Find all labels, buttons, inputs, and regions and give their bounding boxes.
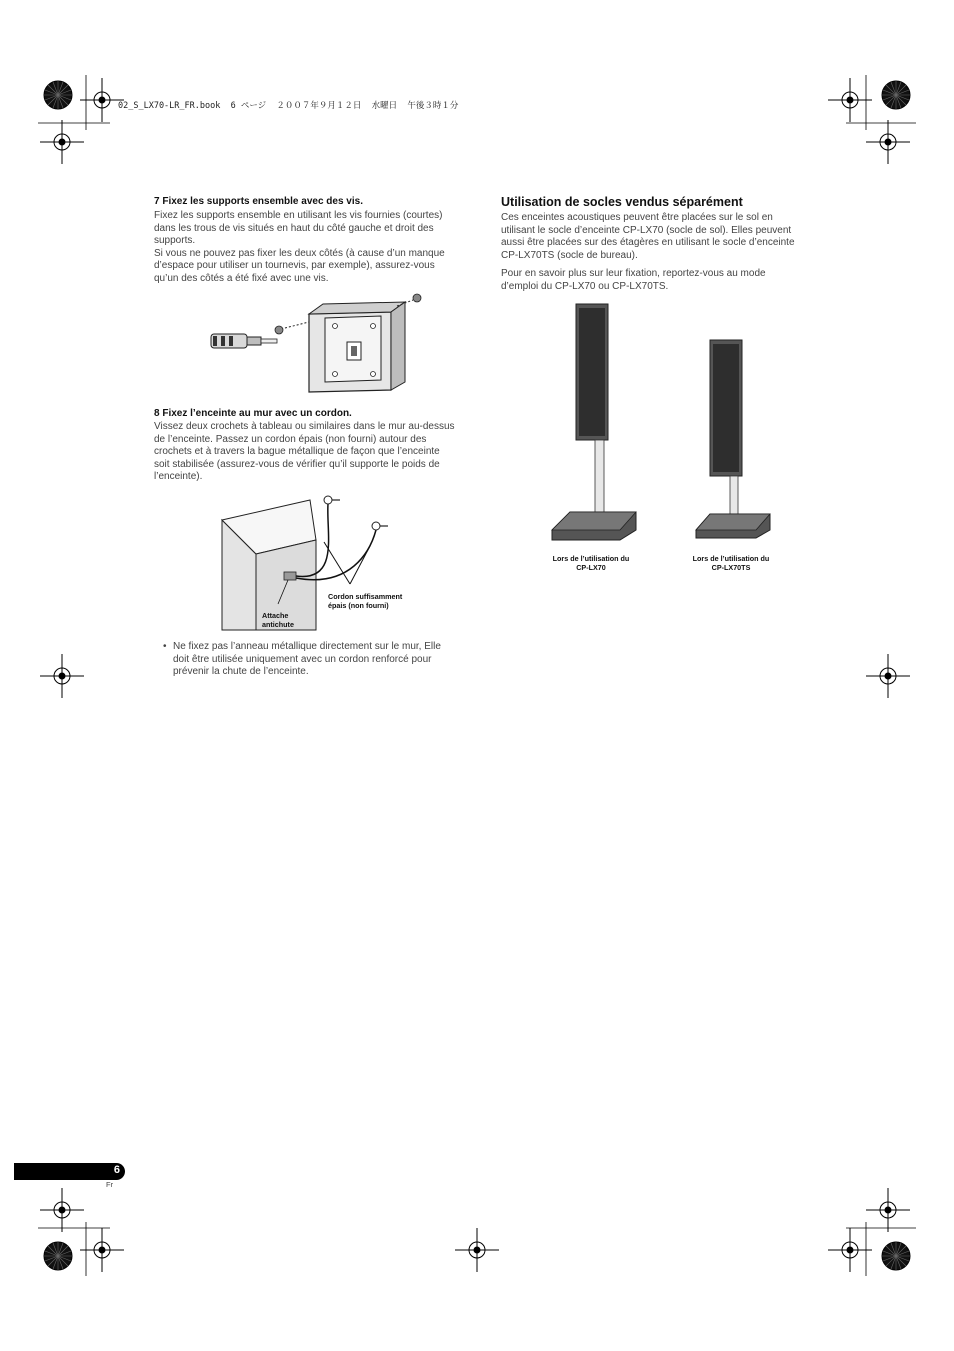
wall-bracket-icon <box>309 302 405 392</box>
speaker-cord-illustration <box>220 492 403 632</box>
step-7-text <box>154 210 484 286</box>
registration-target-icon <box>40 120 84 164</box>
stand-pole-icon <box>730 476 738 520</box>
note-line: prévenir la chute de l’enceinte. <box>173 666 309 678</box>
stands-para-1-line: Ces enceintes acoustiques peuvent être placées sur le sol en <box>501 212 773 223</box>
step-7-para-1-line: supports. <box>154 235 196 247</box>
registration-target-icon <box>455 1228 499 1272</box>
step-7-para-2-line: qu’un des côtés a été fixé avec une vis. <box>154 272 329 284</box>
registration-target-icon <box>80 1228 124 1272</box>
registration-star-icon <box>882 1242 910 1270</box>
registration-star-icon <box>44 1242 72 1270</box>
step-8-para-line: crochets et à travers la bague métallique de façon que l’enceinte <box>154 446 440 458</box>
stands-para-2-line: d’emploi du CP-LX70 ou CP-LX70TS. <box>501 280 669 292</box>
screw-icon <box>275 326 283 334</box>
stands-para-1-line: CP-LX70TS (socle de bureau). <box>501 249 638 261</box>
registration-star-icon <box>882 81 910 109</box>
stands-text-1 <box>501 212 831 262</box>
caption-cp-lx70: Lors de l’utilisation du CP-LX70 <box>552 554 630 572</box>
stand-base-icon <box>552 512 636 540</box>
registration-target-icon <box>828 78 872 122</box>
registration-target-icon <box>866 654 910 698</box>
step-8-title: 8 Fixez l’enceinte au mur avec un cordon. <box>154 408 352 419</box>
registration-target-icon <box>866 120 910 164</box>
stand-pole-icon <box>595 440 604 518</box>
registration-target-icon <box>40 654 84 698</box>
caption-cp-lx70ts: Lors de l’utilisation du CP-LX70TS <box>692 554 770 572</box>
registration-target-icon <box>828 1228 872 1272</box>
speaker-icon <box>576 304 608 440</box>
screw-icon <box>413 294 421 302</box>
file-info-header: 02_S_LX70-LR_FR.book 6 ページ ２００７年９月１２日 水曜日 午後３時１分 <box>118 101 459 111</box>
screwdriver-icon <box>211 334 277 348</box>
note-text <box>173 641 483 679</box>
step-8-para-line: l’enceinte). <box>154 471 203 483</box>
stands-para-1-line: utilisant le socle d’enceinte CP-LX70 (socle de sol). Elles peuvent <box>501 224 792 236</box>
hook-icon <box>324 496 340 504</box>
step-7-para-1-line: Fixez les supports ensemble en utilisant les vis fournies (courtes) <box>154 210 443 221</box>
step-7-para-1-line: dans les trous de vis situés en haut du côté gauche et droit des <box>154 222 434 234</box>
stands-para-2-line: Pour en savoir plus sur leur fixation, reportez-vous au mode <box>501 268 766 279</box>
floor-stand-speaker-illustration <box>550 302 640 547</box>
metal-ring-icon <box>284 572 296 580</box>
desk-stand-speaker-illustration <box>694 338 774 543</box>
step-7-title: 7 Fixez les supports ensemble avec des vis. <box>154 196 363 207</box>
stands-text-2 <box>501 268 831 293</box>
speaker-icon <box>710 340 742 476</box>
registration-star-icon <box>44 81 72 109</box>
step-8-para-line: de l’enceinte. Passez un cordon épais (non fourni) autour des <box>154 433 427 445</box>
step-7-para-2-line: Si vous ne pouvez pas fixer les deux côtés (à cause d’un manque <box>154 247 445 259</box>
step-8-text <box>154 421 484 484</box>
note-bullet: • <box>163 641 167 652</box>
step-8-para-line: soit stabilisée (assurez-vous de vérifier qu’il supporte le poids de <box>154 458 440 470</box>
stands-para-1-line: aussi être placées sur des étagères en utilisant le socle d’enceinte <box>501 237 795 249</box>
language-code: Fr <box>106 1180 114 1189</box>
registration-target-icon <box>866 1188 910 1232</box>
registration-target-icon <box>40 1188 84 1232</box>
stand-base-icon <box>696 514 770 538</box>
hook-icon <box>372 522 388 530</box>
note-line: Ne fixez pas l’anneau métallique directement sur le mur, Elle <box>173 641 441 652</box>
page-number: 6 <box>113 1164 120 1176</box>
label-attache-antichute: Attache antichute <box>262 611 294 629</box>
step-7-para-2-line: d’espace pour utiliser un tournevis, par exemple), assurez-vous <box>154 260 435 272</box>
bracket-screw-illustration <box>205 290 465 400</box>
step-8-para-line: Vissez deux crochets à tableau ou similaires dans le mur au-dessus <box>154 421 455 432</box>
label-cordon: Cordon suffisamment épais (non fourni) <box>328 592 403 610</box>
section-title-stands: Utilisation de socles vendus séparément <box>501 195 743 209</box>
note-line: doit être utilisée uniquement avec un cordon renforcé pour <box>173 653 432 665</box>
